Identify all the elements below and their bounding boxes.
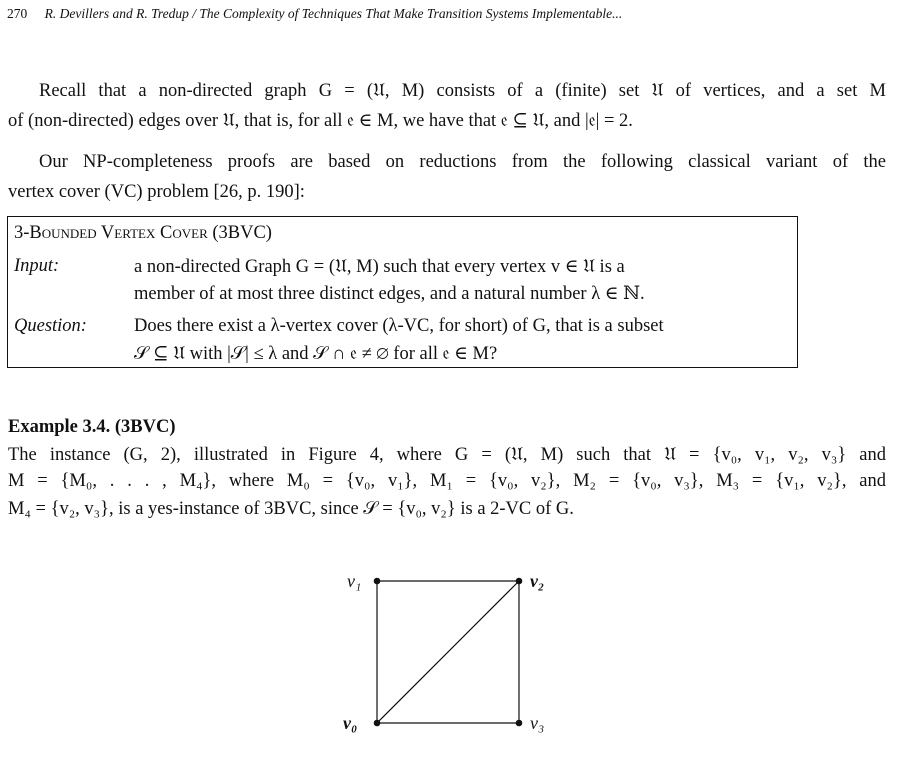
vertex-label-v3: v₃ <box>530 713 545 733</box>
example-heading: Example 3.4. (3BVC) <box>8 417 176 437</box>
edge-v0-v2 <box>377 581 519 723</box>
para2-line1: Our NP-completeness proofs are based on reductions from the following classical variant of the <box>39 152 886 172</box>
question-label: Question: <box>14 316 87 336</box>
question-line2: 𝒮 ⊆ 𝔘 with |𝒮| ≤ λ and 𝒮 ∩ 𝔢 ≠ ∅ for all 𝔢 ∈ M? <box>134 344 498 364</box>
question-line1: Does there exist a λ-vertex cover (λ-VC, for short) of G, that is a subset <box>134 316 664 336</box>
para2-line2: vertex cover (VC) problem [26, p. 190]: <box>8 182 305 202</box>
graph-labels <box>343 571 544 733</box>
problem-title: 3-Bounded Vertex Cover (3BVC) <box>14 223 272 243</box>
para1-line1: Recall that a non-directed graph G = (𝔘, M) consists of a (finite) set 𝔘 of vertices, and a set M <box>39 81 886 101</box>
example-line3: M₄ = {v₂, v₃}, is a yes-instance of 3BVC, since 𝒮 = {v₀, v₂} is a 2-VC of G. <box>8 499 574 519</box>
graph-edges <box>377 581 519 723</box>
example-line2: M = {M₀, . . . , M₄}, where M₀ = {v₀, v₁}, M₁ = {v₀, v₂}, M₂ = {v₀, v₃}, M₃ = {v₁, v₂}, and <box>8 471 886 491</box>
para1-line2: of (non-directed) edges over 𝔘, that is, for all 𝔢 ∈ M, we have that 𝔢 ⊆ 𝔘, and |𝔢| = 2. <box>8 111 633 131</box>
vertex-v1 <box>374 578 381 585</box>
vertex-label-v1: v₁ <box>347 571 362 591</box>
vertex-label-v2: v₂ <box>530 571 545 591</box>
vertex-v2 <box>516 578 523 585</box>
running-title: R. Devillers and R. Tredup / The Complexity of Techniques That Make Transition Systems Implementable... <box>44 6 623 21</box>
example-line1: The instance (G, 2), illustrated in Figure 4, where G = (𝔘, M) such that 𝔘 = {v₀, v₁, v₂, v₃} and <box>8 445 886 465</box>
page-number: 270 <box>7 6 28 21</box>
input-line2: member of at most three distinct edges, and a natural number λ ∈ ℕ. <box>134 284 645 304</box>
vertex-v0 <box>374 720 381 727</box>
input-label: Input: <box>14 256 60 276</box>
vertex-v3 <box>516 720 523 727</box>
vertex-label-v0: v₀ <box>343 713 358 733</box>
input-line1: a non-directed Graph G = (𝔘, M) such that every vertex v ∈ 𝔘 is a <box>134 257 625 277</box>
